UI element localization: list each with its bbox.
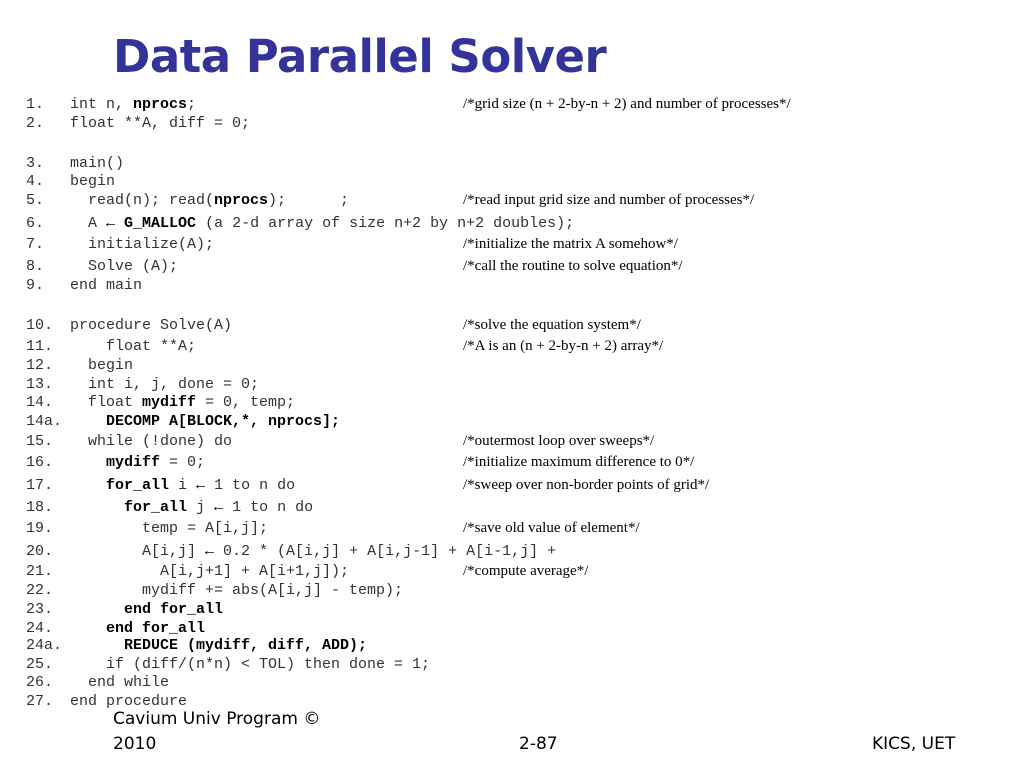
line-number: 13. (26, 376, 54, 393)
code-text (70, 499, 313, 516)
code-comment: /*outermost loop over sweeps*/ (463, 433, 655, 449)
line-number: 8. (26, 258, 45, 275)
code-line (0, 115, 1024, 135)
code-fragment (70, 637, 124, 654)
code-fragment: 1 to n do (223, 499, 314, 516)
code-fragment: mydiff += abs(A[i,j] - temp); (70, 582, 404, 599)
code-fragment: float **A; (70, 338, 197, 355)
code-fragment: begin (70, 173, 116, 190)
code-fragment: ; (187, 96, 197, 113)
code-text (70, 258, 178, 275)
code-line (0, 317, 1024, 337)
code-comment: /*compute average*/ (463, 563, 589, 579)
line-number: 12. (26, 357, 54, 374)
code-fragment: A (70, 215, 107, 232)
code-keyword: ← (196, 477, 206, 494)
line-number: 16. (26, 454, 54, 471)
code-fragment: procedure Solve(A) (70, 317, 233, 334)
code-text (70, 433, 232, 450)
code-line (0, 656, 1024, 676)
line-number: 3. (26, 155, 45, 172)
line-number: 10. (26, 317, 54, 334)
code-keyword: ← (106, 215, 116, 232)
line-number: 9. (26, 277, 45, 294)
code-text (70, 620, 205, 637)
line-number: 25. (26, 656, 54, 673)
line-number: 6. (26, 215, 45, 232)
code-keyword: DECOMP A[BLOCK,*, nprocs]; (106, 413, 341, 430)
line-number: 15. (26, 433, 54, 450)
code-fragment: i (169, 477, 197, 494)
code-line (0, 674, 1024, 694)
line-number: 27. (26, 693, 54, 710)
code-line (0, 582, 1024, 602)
footer-program: Cavium Univ Program © (113, 709, 321, 729)
footer-year: 2010 (113, 734, 157, 754)
line-number: 26. (26, 674, 54, 691)
line-number: 7. (26, 236, 45, 253)
code-keyword: mydiff (106, 454, 161, 471)
code-fragment: = 0, temp; (196, 394, 296, 411)
code-line (0, 258, 1024, 278)
line-number: 23. (26, 601, 54, 618)
code-text (70, 173, 115, 190)
code-fragment: 0.2 * (A[i,j] + A[i,j-1] + A[i-1,j] + (214, 543, 557, 560)
code-line (0, 454, 1024, 474)
code-line (0, 520, 1024, 540)
code-comment: /*save old value of element*/ (463, 520, 640, 536)
code-line (0, 413, 1024, 433)
line-number: 19. (26, 520, 54, 537)
code-line (0, 215, 1024, 235)
code-keyword: mydiff (142, 394, 197, 411)
line-number: 5. (26, 192, 45, 209)
code-fragment: int n, (70, 96, 134, 113)
code-keyword: for_all (124, 499, 188, 516)
code-text (70, 413, 340, 430)
code-text (70, 215, 574, 232)
code-line (0, 236, 1024, 256)
code-fragment (70, 620, 106, 637)
code-fragment: while (!done) do (70, 433, 233, 450)
line-number: 4. (26, 173, 45, 190)
code-comment: /*sweep over non-border points of grid*/ (463, 477, 710, 493)
code-fragment: main() (70, 155, 125, 172)
code-comment: /*read input grid size and number of processes*/ (463, 192, 755, 208)
code-fragment: end while (70, 674, 170, 691)
code-fragment: end procedure (70, 693, 188, 710)
code-text (70, 656, 430, 673)
code-fragment: Solve (A); (70, 258, 179, 275)
code-line (0, 338, 1024, 358)
code-text (70, 477, 295, 494)
line-number: 17. (26, 477, 54, 494)
code-fragment (70, 413, 106, 430)
code-text (70, 317, 232, 334)
code-fragment: = 0; (160, 454, 206, 471)
code-text (70, 96, 196, 113)
code-keyword: REDUCE (mydiff, diff, ADD); (124, 637, 368, 654)
line-number: 18. (26, 499, 54, 516)
code-line (0, 394, 1024, 414)
line-number: 24a. (26, 637, 63, 654)
code-fragment: begin (70, 357, 134, 374)
code-line (0, 563, 1024, 583)
code-text (70, 277, 142, 294)
code-line (0, 277, 1024, 297)
code-comment: /*initialize the matrix A somehow*/ (463, 236, 678, 252)
code-keyword: end for_all (124, 601, 224, 618)
code-line (0, 357, 1024, 377)
code-text (70, 693, 187, 710)
code-fragment: 1 to n do (205, 477, 296, 494)
code-text (70, 338, 196, 355)
line-number: 14. (26, 394, 54, 411)
code-fragment (70, 454, 106, 471)
footer-page-number: 2-87 (519, 734, 558, 754)
code-fragment (70, 601, 124, 618)
code-comment: /*initialize maximum difference to 0*/ (463, 454, 695, 470)
code-comment: /*call the routine to solve equation*/ (463, 258, 683, 274)
code-fragment: temp = A[i,j]; (70, 520, 269, 537)
code-keyword: ← (205, 543, 215, 560)
code-text (70, 601, 223, 618)
code-text (70, 115, 250, 132)
code-text (70, 192, 349, 209)
code-keyword: nprocs (214, 192, 269, 209)
code-fragment (115, 215, 124, 232)
code-line (0, 173, 1024, 193)
code-line (0, 376, 1024, 396)
code-fragment: float (70, 394, 143, 411)
code-comment: /*grid size (n + 2-by-n + 2) and number of processes*/ (463, 96, 791, 112)
code-text (70, 454, 205, 471)
code-fragment: if (diff/(n*n) < TOL) then done = 1; (70, 656, 431, 673)
code-text (70, 376, 259, 393)
code-fragment: float **A, diff = 0; (70, 115, 251, 132)
code-text (70, 582, 403, 599)
code-fragment: initialize(A); (70, 236, 215, 253)
code-text (70, 236, 214, 253)
code-line (0, 477, 1024, 497)
code-fragment (70, 499, 124, 516)
code-fragment: ); ; (268, 192, 350, 209)
code-fragment: end main (70, 277, 143, 294)
code-line (0, 192, 1024, 212)
code-text (70, 637, 367, 654)
code-text (70, 674, 169, 691)
code-text (70, 394, 295, 411)
code-keyword: nprocs (133, 96, 188, 113)
code-comment: /*solve the equation system*/ (463, 317, 641, 333)
line-number: 21. (26, 563, 54, 580)
code-line (0, 637, 1024, 657)
line-number: 22. (26, 582, 54, 599)
code-line (0, 155, 1024, 175)
line-number: 14a. (26, 413, 63, 430)
code-text (70, 543, 556, 560)
code-fragment: A[i,j] (70, 543, 206, 560)
code-fragment (70, 477, 106, 494)
line-number: 11. (26, 338, 54, 355)
code-text (70, 563, 349, 580)
code-keyword: end for_all (106, 620, 206, 637)
code-line (0, 96, 1024, 116)
code-line (0, 499, 1024, 519)
code-fragment: int i, j, done = 0; (70, 376, 260, 393)
code-keyword: G_MALLOC (124, 215, 197, 232)
code-keyword: for_all (106, 477, 170, 494)
code-line (0, 601, 1024, 621)
code-fragment: A[i,j+1] + A[i+1,j]); (70, 563, 350, 580)
code-keyword: ← (214, 499, 224, 516)
line-number: 20. (26, 543, 54, 560)
slide-title: Data Parallel Solver (113, 30, 607, 83)
code-comment: /*A is an (n + 2-by-n + 2) array*/ (463, 338, 664, 354)
code-text (70, 520, 268, 537)
line-number: 1. (26, 96, 45, 113)
code-text (70, 155, 124, 172)
code-fragment: read(n); read( (70, 192, 215, 209)
line-number: 24. (26, 620, 54, 637)
footer-org: KICS, UET (872, 734, 956, 754)
code-fragment: (a 2-d array of size n+2 by n+2 doubles); (196, 215, 575, 232)
code-line (0, 433, 1024, 453)
code-line (0, 543, 1024, 563)
code-fragment: j (187, 499, 215, 516)
code-text (70, 357, 133, 374)
line-number: 2. (26, 115, 45, 132)
